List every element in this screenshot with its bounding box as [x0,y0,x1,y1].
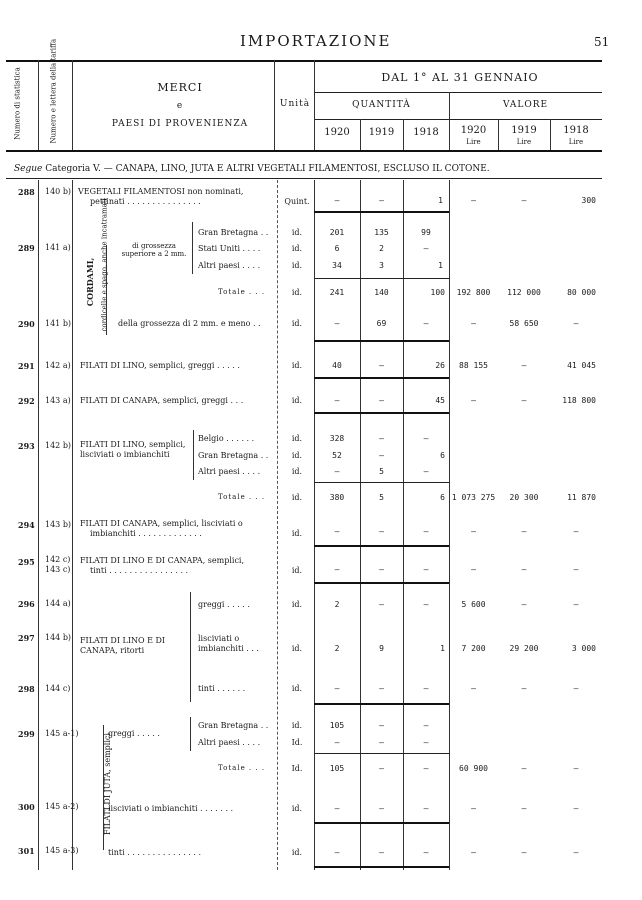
v1918-289-tot: 80 000 [567,288,596,297]
unit-291: id. [291,361,303,370]
header-lire-1: Lire [466,138,481,146]
q1918-288: 1 [438,196,443,205]
tariffa-288: 140 b) [45,187,72,196]
q1918-301: — [423,848,429,857]
q1918-291: 26 [435,361,445,370]
side-label-cordami-sub: cordicelle e spago, anche incatramati [100,198,109,332]
group-299: greggi . . . . . [108,729,160,738]
header-unita: Unità [279,99,311,109]
stat-288: 288 [18,187,35,197]
paese-293-3: Altri paesi . . . . [198,467,261,476]
header-e: e [176,101,184,111]
v1920-295: — [471,565,476,574]
tariffa-296: 144 a) [45,599,71,608]
paese-293-1: Belgio . . . . . . [198,434,255,443]
desc-294: FILATI DI CANAPA, semplici, lisciviati o [80,519,243,528]
desc-291: FILATI DI LINO, semplici, greggi . . . . . [80,361,240,370]
unit-289-3: id. [291,261,303,270]
section-heading [14,164,490,174]
tariffa-300: 145 a-2) [45,802,79,811]
q1918-299-tot: — [423,764,429,773]
q1920-298: — [334,684,340,693]
unit-296: id. [291,600,303,609]
v1919-295: — [521,565,527,574]
q1920-288: — [334,196,340,205]
paese-296: greggi . . . . . [198,600,250,609]
paese-299-tot: Totale . . . [218,764,266,772]
q1918-290: — [423,319,429,328]
q1919-293-1: — [379,434,384,443]
q1920-289-1: 201 [329,228,345,237]
v1919-293-tot: 20 300 [509,493,539,502]
v1918-288: 300 [581,196,596,205]
tariffa-299: 145 a-1) [45,729,79,738]
q1920-293-3: — [334,467,340,476]
unit-289-2: id. [291,244,303,253]
q1919-294: — [379,527,384,536]
q1919-289-3: 3 [379,261,384,270]
q1920-290: — [334,319,340,328]
header-q1919: 1919 [368,127,395,138]
q1920-296: 2 [334,600,340,609]
q1920-289-tot: 241 [329,288,345,297]
header-v1920: 1920 [460,125,487,136]
q1919-289-1: 135 [374,228,389,237]
header-v1919: 1919 [511,125,537,136]
unit-299-1: id. [291,721,303,730]
header-paesi: PAESI DI PROVENIENZA [111,119,249,129]
stat-291: 291 [18,361,35,371]
v1919-291: — [521,361,527,370]
q1920-293-1: 328 [329,434,345,443]
q1918-289-1: 99 [421,228,431,237]
tariffa-298: 144 c) [45,684,71,693]
q1920-291: 40 [332,361,342,370]
v1918-296: — [573,600,579,609]
v1919-290: 58 650 [509,319,539,328]
v1918-294: — [573,527,579,536]
stat-295: 295 [18,557,35,567]
header-v1918: 1918 [563,125,589,136]
paese-289-3: Altri paesi . . . . [198,261,261,270]
section-categoria: Categoria V. [45,164,101,174]
header-q1920: 1920 [324,127,350,138]
q1920-299-1: 105 [329,721,345,730]
v1918-292: 118 800 [562,396,596,405]
paese-289-1: Gran Bretagna . . [198,228,269,237]
paese-293-2: Gran Bretagna . . [198,451,269,460]
v1919-300: — [521,804,527,813]
q1918-293-3: — [423,467,429,476]
q1918-289-3: 1 [438,261,443,270]
paese-298: tinti . . . . . . [198,684,246,693]
q1918-293-tot: 6 [440,493,445,502]
tariffa-290: 141 b) [45,319,72,328]
header-period: DAL 1° AL 31 GENNAIO [381,71,539,84]
unit-293-3: id. [291,467,303,476]
stat-296: 296 [18,599,35,609]
desc2-294: imbianchiti . . . . . . . . . . . . . [90,529,202,538]
stat-290: 290 [18,319,35,329]
q1920-292: — [334,396,340,405]
unit-300: id. [291,804,303,813]
paese-293-tot: Totale . . . [218,493,266,501]
v1919-296: — [521,600,527,609]
q1919-299-1: — [379,721,384,730]
q1918-294: — [423,527,429,536]
unit-301: id. [291,848,303,857]
q1918-295: — [423,565,429,574]
unit-293-1: id. [291,434,303,443]
unit-299-2: Id. [291,738,303,747]
v1920-288: — [471,196,476,205]
q1920-301: — [334,848,340,857]
v1920-292: — [471,396,476,405]
stat-293: 293 [18,441,35,451]
q1918-296: — [423,600,429,609]
v1919-294: — [521,527,527,536]
v1918-301: — [573,848,579,857]
stat-294: 294 [18,520,35,530]
v1920-298: — [471,684,476,693]
stat-298: 298 [18,684,35,694]
q1920-300: — [334,804,340,813]
q1918-298: — [423,684,429,693]
q1920-293-tot: 380 [329,493,345,502]
q1919-299-tot: — [379,764,384,773]
q1920-289-3: 34 [332,261,342,270]
v1920-301: — [471,848,476,857]
v1918-291: 41 045 [567,361,596,370]
v1920-297: 7 200 [461,644,486,653]
section-segue: Segue [14,164,43,174]
v1919-292: — [521,396,527,405]
q1918-299-1: — [423,721,429,730]
unit-292: id. [291,396,303,405]
unit-294: id. [291,529,303,538]
desc-288: VEGETALI FILAMENTOSI non nominati, [78,187,244,196]
desc2-295: tinti . . . . . . . . . . . . . . . . [90,566,189,575]
header-merci: MERCI [157,81,203,94]
unit-298: id. [291,684,303,693]
q1918-297: 1 [440,644,445,653]
header-col-stat: Numero di statistica [13,67,22,140]
q1920-294: — [334,527,340,536]
stat-299: 299 [18,729,35,739]
unit-289-1: id. [291,228,303,237]
unit-299-tot: Id. [291,764,303,773]
desc-300: lisciviati o imbianchiti . . . . . . . [108,804,234,813]
unit-293-tot: id. [291,493,303,502]
q1919-301: — [379,848,384,857]
q1919-293-3: 5 [379,467,384,476]
header-lire-2: Lire [516,138,532,146]
tariffa-295: 142 c) [45,555,71,564]
v1919-297: 29 200 [509,644,539,653]
v1918-295: — [573,565,579,574]
unit-290: id. [291,319,303,328]
desc2-288: pettinati . . . . . . . . . . . . . . . [90,197,201,206]
desc-293: FILATI DI LINO, semplici, lisciviati o imbianchiti [80,440,186,459]
q1918-299-2: — [423,738,429,747]
side-label-juta: FILATI DI JUTA, semplici [103,733,112,835]
desc-290: della grossezza di 2 mm. e meno . . [118,319,261,328]
tariffa-292: 143 a) [45,396,71,405]
desc-297: FILATI DI LINO E DI CANAPA, ritorti [80,636,166,655]
v1919-299-tot: — [521,764,527,773]
q1920-299-2: — [334,738,340,747]
q1919-288: — [379,196,384,205]
v1920-296: 5 600 [461,600,486,609]
q1918-289-tot: 100 [430,288,445,297]
page-number: 51 [594,35,610,49]
tariffa-291: 142 a) [45,361,71,370]
section-title: — CANAPA, LINO, JUTA E ALTRI VEGETALI FILAMENTOSI, ESCLUSO IL COTONE. [103,164,490,174]
v1920-290: — [471,319,476,328]
q1919-299-2: — [379,738,384,747]
q1919-297: 9 [379,644,384,653]
header-col-tariffa: Numero e lettera della tariffa [49,38,58,144]
q1919-292: — [379,396,384,405]
stat-301: 301 [18,846,35,856]
paese-297: lisciviati o imbianchiti . . . [198,634,259,653]
v1920-300: — [471,804,476,813]
desc-301: tinti . . . . . . . . . . . . . . . [108,848,201,857]
q1918-300: — [423,804,429,813]
q1919-293-tot: 5 [379,493,384,502]
q1919-296: — [379,600,384,609]
v1918-299-tot: — [573,764,579,773]
q1918-289-2: — [423,244,429,253]
header-lire-3: Lire [568,138,584,146]
q1919-293-2: — [379,451,384,460]
v1919-288: — [521,196,527,205]
q1919-298: — [379,684,384,693]
desc-295: FILATI DI LINO E DI CANAPA, semplici, [80,556,245,565]
tariffa-301: 145 a-3) [45,846,79,855]
group-289: di grossezza superiore a 2 mm. [121,242,187,259]
v1920-291: 88 155 [459,361,488,370]
q1918-293-1: — [423,434,429,443]
q1919-300: — [379,804,384,813]
v1919-298: — [521,684,527,693]
q1919-295: — [379,565,384,574]
q1920-299-tot: 105 [329,764,345,773]
v1918-300: — [573,804,579,813]
q1919-289-tot: 140 [374,288,389,297]
q1920-293-2: 52 [332,451,342,460]
v1920-289-tot: 192 800 [456,288,491,297]
unit-288: Quint. [284,197,310,206]
stat-300: 300 [18,802,35,812]
v1920-294: — [471,527,476,536]
side-label-cordami: CORDAMI, [85,257,95,307]
tariffa-289: 141 a) [45,243,71,252]
tariffa-297: 144 b) [45,633,72,642]
stat-289: 289 [18,243,35,253]
q1918-293-2: 6 [440,451,445,460]
unit-289-tot: id. [291,288,303,297]
v1919-289-tot: 112 000 [507,288,541,297]
v1919-301: — [521,848,527,857]
paese-299-1: Gran Bretagna . . [198,721,269,730]
q1919-291: — [379,361,384,370]
v1920-299-tot: 60 900 [459,764,488,773]
v1918-293-tot: 11 870 [567,493,596,502]
q1920-297: 2 [334,644,340,653]
tariffa-293: 142 b) [45,441,72,450]
q1920-289-2: 6 [334,244,340,253]
paese-289-tot: Totale . . . [218,288,266,296]
page-title: IMPORTAZIONE [240,32,392,50]
v1918-290: — [573,319,579,328]
tariffa2-295: 143 c) [45,565,71,574]
desc-292: FILATI DI CANAPA, semplici, greggi . . . [80,396,244,405]
q1918-292: 45 [435,396,445,405]
unit-293-2: id. [291,451,303,460]
paese-299-2: Altri paesi . . . . [198,738,261,747]
v1918-298: — [573,684,579,693]
v1918-297: 3 000 [571,644,596,653]
q1919-290: 69 [376,319,387,328]
q1919-289-2: 2 [379,244,384,253]
unit-295: id. [291,566,303,575]
v1920-293-tot: 1 073 275 [451,493,496,502]
paese-289-2: Stati Uniti . . . . [198,244,261,253]
header-quantita: QUANTITÀ [352,100,411,110]
q1920-295: — [334,565,340,574]
header-valore: VALORE [502,100,549,110]
tariffa-294: 143 b) [45,520,72,529]
header-q1918: 1918 [413,127,439,138]
stat-292: 292 [18,396,35,406]
stat-297: 297 [18,633,35,643]
unit-297: id. [291,644,303,653]
